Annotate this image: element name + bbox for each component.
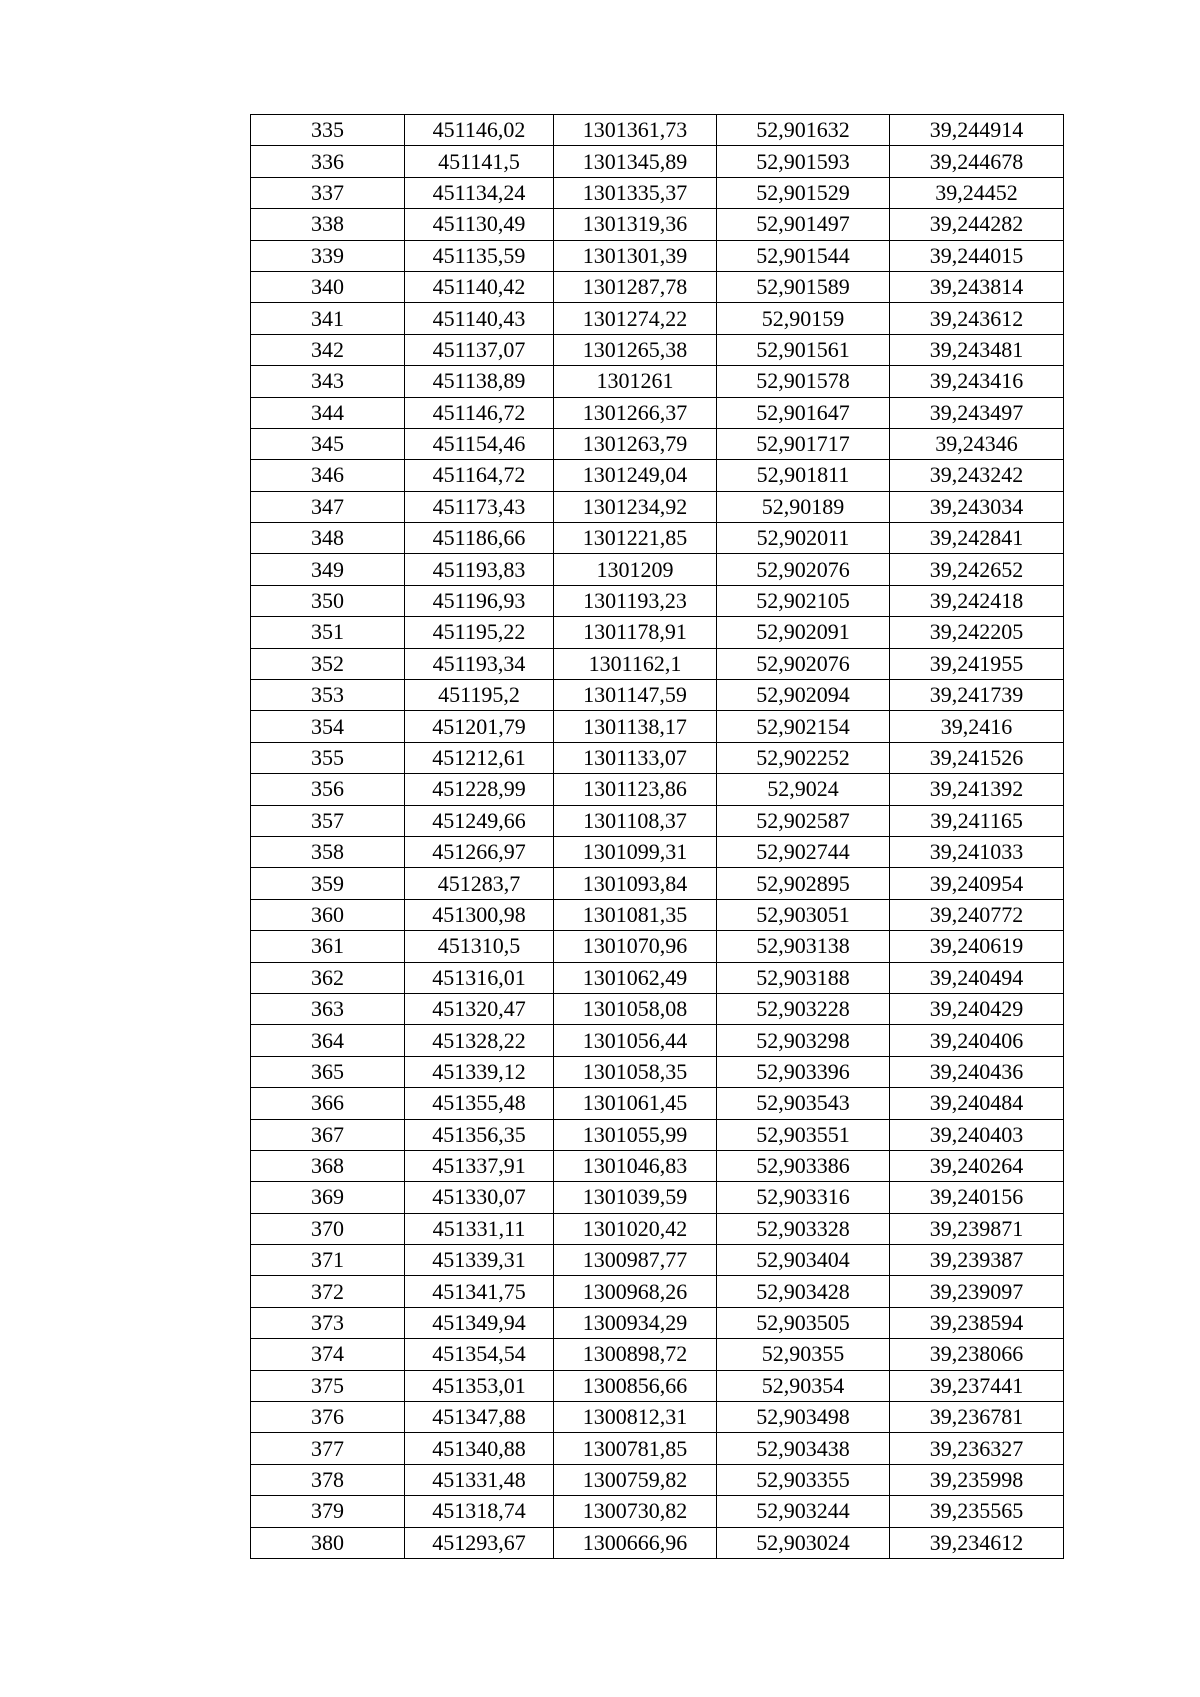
table-cell-point-number: 362 <box>251 962 405 993</box>
table-cell-longitude: 39,240429 <box>890 993 1064 1024</box>
table-row <box>251 1025 1064 1056</box>
table-cell-latitude: 52,902076 <box>717 554 890 585</box>
table-row <box>251 1182 1064 1213</box>
table-cell-y-coordinate: 1301249,04 <box>554 460 717 491</box>
table-cell-point-number: 335 <box>251 115 405 146</box>
table-row <box>251 1464 1064 1495</box>
table-cell-latitude: 52,903498 <box>717 1402 890 1433</box>
table-cell-longitude: 39,241165 <box>890 805 1064 836</box>
table-cell-latitude: 52,903543 <box>717 1088 890 1119</box>
table-row <box>251 1245 1064 1276</box>
table-cell-x-coordinate: 451339,31 <box>405 1245 554 1276</box>
table-cell-y-coordinate: 1301263,79 <box>554 428 717 459</box>
table-cell-longitude: 39,236327 <box>890 1433 1064 1464</box>
table-cell-x-coordinate: 451141,5 <box>405 146 554 177</box>
table-cell-latitude: 52,903051 <box>717 899 890 930</box>
table-cell-latitude: 52,902076 <box>717 648 890 679</box>
table-cell-longitude: 39,243242 <box>890 460 1064 491</box>
table-cell-point-number: 352 <box>251 648 405 679</box>
table-cell-y-coordinate: 1301261 <box>554 366 717 397</box>
table-cell-y-coordinate: 1301062,49 <box>554 962 717 993</box>
table-row <box>251 428 1064 459</box>
table-cell-y-coordinate: 1301266,37 <box>554 397 717 428</box>
table-row <box>251 1307 1064 1338</box>
table-row <box>251 742 1064 773</box>
table-cell-y-coordinate: 1301287,78 <box>554 271 717 302</box>
table-cell-x-coordinate: 451354,54 <box>405 1339 554 1370</box>
table-cell-latitude: 52,903244 <box>717 1496 890 1527</box>
table-cell-latitude: 52,901529 <box>717 177 890 208</box>
table-cell-point-number: 356 <box>251 774 405 805</box>
table-cell-longitude: 39,235998 <box>890 1464 1064 1495</box>
table-row <box>251 1056 1064 1087</box>
table-cell-x-coordinate: 451339,12 <box>405 1056 554 1087</box>
table-row <box>251 1150 1064 1181</box>
table-cell-x-coordinate: 451330,07 <box>405 1182 554 1213</box>
table-cell-longitude: 39,241739 <box>890 680 1064 711</box>
table-cell-longitude: 39,2416 <box>890 711 1064 742</box>
table-cell-longitude: 39,240494 <box>890 962 1064 993</box>
table-cell-point-number: 344 <box>251 397 405 428</box>
table-cell-longitude: 39,240406 <box>890 1025 1064 1056</box>
table-cell-longitude: 39,244282 <box>890 209 1064 240</box>
table-row <box>251 836 1064 867</box>
table-cell-y-coordinate: 1301162,1 <box>554 648 717 679</box>
table-cell-point-number: 376 <box>251 1402 405 1433</box>
table-cell-x-coordinate: 451196,93 <box>405 585 554 616</box>
table-cell-y-coordinate: 1301301,39 <box>554 240 717 271</box>
table-cell-longitude: 39,235565 <box>890 1496 1064 1527</box>
table-cell-longitude: 39,243612 <box>890 303 1064 334</box>
table-cell-point-number: 350 <box>251 585 405 616</box>
table-cell-point-number: 346 <box>251 460 405 491</box>
table-row <box>251 868 1064 899</box>
table-cell-longitude: 39,240264 <box>890 1150 1064 1181</box>
table-row <box>251 711 1064 742</box>
table-cell-y-coordinate: 1301147,59 <box>554 680 717 711</box>
table-cell-x-coordinate: 451195,2 <box>405 680 554 711</box>
table-cell-latitude: 52,901647 <box>717 397 890 428</box>
table-cell-y-coordinate: 1301274,22 <box>554 303 717 334</box>
table-cell-y-coordinate: 1301058,35 <box>554 1056 717 1087</box>
table-cell-longitude: 39,244678 <box>890 146 1064 177</box>
table-cell-point-number: 358 <box>251 836 405 867</box>
table-cell-longitude: 39,241526 <box>890 742 1064 773</box>
table-cell-latitude: 52,902105 <box>717 585 890 616</box>
table-cell-longitude: 39,242205 <box>890 617 1064 648</box>
table-cell-y-coordinate: 1300730,82 <box>554 1496 717 1527</box>
table-cell-longitude: 39,240954 <box>890 868 1064 899</box>
table-cell-latitude: 52,902252 <box>717 742 890 773</box>
table-cell-x-coordinate: 451138,89 <box>405 366 554 397</box>
table-cell-x-coordinate: 451337,91 <box>405 1150 554 1181</box>
table-row <box>251 648 1064 679</box>
table-cell-point-number: 373 <box>251 1307 405 1338</box>
table-row <box>251 1527 1064 1558</box>
table-cell-latitude: 52,903505 <box>717 1307 890 1338</box>
table-cell-x-coordinate: 451331,11 <box>405 1213 554 1244</box>
table-cell-y-coordinate: 1301056,44 <box>554 1025 717 1056</box>
table-cell-point-number: 345 <box>251 428 405 459</box>
table-row <box>251 303 1064 334</box>
table-cell-point-number: 342 <box>251 334 405 365</box>
table-cell-latitude: 52,90354 <box>717 1370 890 1401</box>
table-cell-longitude: 39,239871 <box>890 1213 1064 1244</box>
table-cell-x-coordinate: 451140,43 <box>405 303 554 334</box>
table-cell-y-coordinate: 1301193,23 <box>554 585 717 616</box>
table-cell-latitude: 52,903316 <box>717 1182 890 1213</box>
table-row <box>251 271 1064 302</box>
table-cell-point-number: 364 <box>251 1025 405 1056</box>
table-cell-longitude: 39,243497 <box>890 397 1064 428</box>
table-cell-x-coordinate: 451195,22 <box>405 617 554 648</box>
table-cell-latitude: 52,903228 <box>717 993 890 1024</box>
table-cell-longitude: 39,241033 <box>890 836 1064 867</box>
table-cell-point-number: 375 <box>251 1370 405 1401</box>
table-cell-latitude: 52,901589 <box>717 271 890 302</box>
table-cell-latitude: 52,901717 <box>717 428 890 459</box>
table-cell-longitude: 39,243481 <box>890 334 1064 365</box>
table-cell-latitude: 52,903404 <box>717 1245 890 1276</box>
table-cell-x-coordinate: 451146,72 <box>405 397 554 428</box>
table-cell-y-coordinate: 1301265,38 <box>554 334 717 365</box>
table-cell-latitude: 52,901593 <box>717 146 890 177</box>
table-cell-y-coordinate: 1301020,42 <box>554 1213 717 1244</box>
table-cell-latitude: 52,902895 <box>717 868 890 899</box>
table-row <box>251 554 1064 585</box>
table-cell-longitude: 39,243034 <box>890 491 1064 522</box>
table-cell-x-coordinate: 451135,59 <box>405 240 554 271</box>
table-cell-y-coordinate: 1300812,31 <box>554 1402 717 1433</box>
table-cell-longitude: 39,236781 <box>890 1402 1064 1433</box>
table-cell-latitude: 52,903396 <box>717 1056 890 1087</box>
table-cell-latitude: 52,902744 <box>717 836 890 867</box>
table-row <box>251 680 1064 711</box>
table-cell-point-number: 348 <box>251 523 405 554</box>
table-cell-longitude: 39,242841 <box>890 523 1064 554</box>
table-row <box>251 334 1064 365</box>
table-row <box>251 115 1064 146</box>
table-cell-point-number: 370 <box>251 1213 405 1244</box>
table-cell-point-number: 379 <box>251 1496 405 1527</box>
table-row <box>251 993 1064 1024</box>
table-cell-latitude: 52,90355 <box>717 1339 890 1370</box>
table-cell-longitude: 39,243416 <box>890 366 1064 397</box>
table-cell-point-number: 365 <box>251 1056 405 1087</box>
table-cell-y-coordinate: 1301070,96 <box>554 931 717 962</box>
table-row <box>251 1402 1064 1433</box>
table-row <box>251 366 1064 397</box>
table-cell-latitude: 52,902094 <box>717 680 890 711</box>
table-cell-y-coordinate: 1301108,37 <box>554 805 717 836</box>
table-cell-x-coordinate: 451355,48 <box>405 1088 554 1119</box>
table-cell-latitude: 52,902154 <box>717 711 890 742</box>
table-row <box>251 899 1064 930</box>
table-row <box>251 1213 1064 1244</box>
table-row <box>251 146 1064 177</box>
table-cell-point-number: 377 <box>251 1433 405 1464</box>
table-cell-point-number: 363 <box>251 993 405 1024</box>
table-cell-longitude: 39,242652 <box>890 554 1064 585</box>
table-row <box>251 460 1064 491</box>
table-cell-latitude: 52,90159 <box>717 303 890 334</box>
table-cell-point-number: 359 <box>251 868 405 899</box>
table-cell-x-coordinate: 451353,01 <box>405 1370 554 1401</box>
table-cell-x-coordinate: 451137,07 <box>405 334 554 365</box>
table-cell-point-number: 378 <box>251 1464 405 1495</box>
table-cell-x-coordinate: 451201,79 <box>405 711 554 742</box>
table-cell-latitude: 52,901497 <box>717 209 890 240</box>
table-cell-longitude: 39,244015 <box>890 240 1064 271</box>
table-cell-longitude: 39,239387 <box>890 1245 1064 1276</box>
table-cell-x-coordinate: 451193,34 <box>405 648 554 679</box>
table-cell-latitude: 52,901578 <box>717 366 890 397</box>
table-cell-x-coordinate: 451212,61 <box>405 742 554 773</box>
table-row <box>251 931 1064 962</box>
table-cell-x-coordinate: 451331,48 <box>405 1464 554 1495</box>
table-cell-y-coordinate: 1300781,85 <box>554 1433 717 1464</box>
table-cell-point-number: 353 <box>251 680 405 711</box>
table-row <box>251 1276 1064 1307</box>
table-cell-latitude: 52,903298 <box>717 1025 890 1056</box>
table-row <box>251 209 1064 240</box>
table-cell-point-number: 368 <box>251 1150 405 1181</box>
table-cell-y-coordinate: 1301221,85 <box>554 523 717 554</box>
table-cell-x-coordinate: 451154,46 <box>405 428 554 459</box>
table-cell-point-number: 337 <box>251 177 405 208</box>
table-cell-y-coordinate: 1301123,86 <box>554 774 717 805</box>
table-row <box>251 240 1064 271</box>
table-cell-longitude: 39,242418 <box>890 585 1064 616</box>
table-cell-latitude: 52,903138 <box>717 931 890 962</box>
table-cell-latitude: 52,902011 <box>717 523 890 554</box>
table-cell-latitude: 52,903438 <box>717 1433 890 1464</box>
table-cell-latitude: 52,9024 <box>717 774 890 805</box>
table-cell-y-coordinate: 1301335,37 <box>554 177 717 208</box>
table-cell-point-number: 354 <box>251 711 405 742</box>
table-cell-y-coordinate: 1300759,82 <box>554 1464 717 1495</box>
table-row <box>251 1370 1064 1401</box>
table-cell-latitude: 52,903188 <box>717 962 890 993</box>
table-cell-x-coordinate: 451347,88 <box>405 1402 554 1433</box>
table-row <box>251 585 1064 616</box>
table-cell-latitude: 52,902587 <box>717 805 890 836</box>
table-cell-latitude: 52,903386 <box>717 1150 890 1181</box>
table-cell-y-coordinate: 1300968,26 <box>554 1276 717 1307</box>
table-cell-y-coordinate: 1301039,59 <box>554 1182 717 1213</box>
table-row <box>251 397 1064 428</box>
table-cell-point-number: 355 <box>251 742 405 773</box>
table-cell-x-coordinate: 451328,22 <box>405 1025 554 1056</box>
table-cell-point-number: 349 <box>251 554 405 585</box>
table-cell-x-coordinate: 451140,42 <box>405 271 554 302</box>
table-cell-point-number: 372 <box>251 1276 405 1307</box>
table-row <box>251 1119 1064 1150</box>
table-cell-point-number: 339 <box>251 240 405 271</box>
table-row <box>251 177 1064 208</box>
table-cell-point-number: 366 <box>251 1088 405 1119</box>
table-cell-y-coordinate: 1301099,31 <box>554 836 717 867</box>
table-cell-longitude: 39,24346 <box>890 428 1064 459</box>
table-row <box>251 1433 1064 1464</box>
table-cell-y-coordinate: 1300987,77 <box>554 1245 717 1276</box>
table-cell-longitude: 39,237441 <box>890 1370 1064 1401</box>
table-cell-longitude: 39,244914 <box>890 115 1064 146</box>
table-cell-point-number: 371 <box>251 1245 405 1276</box>
table-cell-x-coordinate: 451356,35 <box>405 1119 554 1150</box>
table-cell-y-coordinate: 1301345,89 <box>554 146 717 177</box>
table-cell-x-coordinate: 451164,72 <box>405 460 554 491</box>
table-cell-y-coordinate: 1301209 <box>554 554 717 585</box>
table-row <box>251 962 1064 993</box>
table-cell-x-coordinate: 451341,75 <box>405 1276 554 1307</box>
table-cell-x-coordinate: 451318,74 <box>405 1496 554 1527</box>
table-cell-x-coordinate: 451134,24 <box>405 177 554 208</box>
table-cell-latitude: 52,903328 <box>717 1213 890 1244</box>
table-cell-latitude: 52,903024 <box>717 1527 890 1558</box>
table-cell-point-number: 338 <box>251 209 405 240</box>
table-cell-x-coordinate: 451320,47 <box>405 993 554 1024</box>
table-cell-x-coordinate: 451193,83 <box>405 554 554 585</box>
table-cell-x-coordinate: 451146,02 <box>405 115 554 146</box>
table-cell-y-coordinate: 1301138,17 <box>554 711 717 742</box>
table-row <box>251 491 1064 522</box>
table-cell-y-coordinate: 1301133,07 <box>554 742 717 773</box>
table-cell-point-number: 369 <box>251 1182 405 1213</box>
table-cell-latitude: 52,90189 <box>717 491 890 522</box>
table-cell-x-coordinate: 451310,5 <box>405 931 554 962</box>
table-cell-longitude: 39,241392 <box>890 774 1064 805</box>
table-cell-x-coordinate: 451300,98 <box>405 899 554 930</box>
table-row <box>251 774 1064 805</box>
table-cell-latitude: 52,903355 <box>717 1464 890 1495</box>
table-cell-x-coordinate: 451266,97 <box>405 836 554 867</box>
table-row <box>251 805 1064 836</box>
table-cell-longitude: 39,239097 <box>890 1276 1064 1307</box>
table-cell-point-number: 361 <box>251 931 405 962</box>
table-cell-y-coordinate: 1301055,99 <box>554 1119 717 1150</box>
table-cell-x-coordinate: 451349,94 <box>405 1307 554 1338</box>
table-cell-x-coordinate: 451228,99 <box>405 774 554 805</box>
table-cell-longitude: 39,240619 <box>890 931 1064 962</box>
table-cell-longitude: 39,241955 <box>890 648 1064 679</box>
table-cell-y-coordinate: 1301234,92 <box>554 491 717 522</box>
table-cell-y-coordinate: 1300666,96 <box>554 1527 717 1558</box>
table-row <box>251 1339 1064 1370</box>
table-cell-y-coordinate: 1301081,35 <box>554 899 717 930</box>
table-cell-y-coordinate: 1301061,45 <box>554 1088 717 1119</box>
table-cell-point-number: 357 <box>251 805 405 836</box>
table-cell-point-number: 380 <box>251 1527 405 1558</box>
table-cell-longitude: 39,240436 <box>890 1056 1064 1087</box>
table-cell-x-coordinate: 451130,49 <box>405 209 554 240</box>
table-cell-point-number: 341 <box>251 303 405 334</box>
table-cell-x-coordinate: 451249,66 <box>405 805 554 836</box>
table-cell-point-number: 343 <box>251 366 405 397</box>
table-cell-y-coordinate: 1301058,08 <box>554 993 717 1024</box>
table-cell-y-coordinate: 1301319,36 <box>554 209 717 240</box>
table-cell-x-coordinate: 451186,66 <box>405 523 554 554</box>
table-row <box>251 1496 1064 1527</box>
table-cell-y-coordinate: 1300898,72 <box>554 1339 717 1370</box>
table-cell-point-number: 351 <box>251 617 405 648</box>
table-cell-x-coordinate: 451316,01 <box>405 962 554 993</box>
table-cell-point-number: 360 <box>251 899 405 930</box>
table-cell-y-coordinate: 1300856,66 <box>554 1370 717 1401</box>
table-cell-y-coordinate: 1301361,73 <box>554 115 717 146</box>
table-cell-longitude: 39,238594 <box>890 1307 1064 1338</box>
table-cell-longitude: 39,238066 <box>890 1339 1064 1370</box>
table-cell-longitude: 39,243814 <box>890 271 1064 302</box>
table-cell-longitude: 39,234612 <box>890 1527 1064 1558</box>
table-cell-latitude: 52,901544 <box>717 240 890 271</box>
table-cell-point-number: 336 <box>251 146 405 177</box>
table-cell-latitude: 52,903551 <box>717 1119 890 1150</box>
table-cell-y-coordinate: 1300934,29 <box>554 1307 717 1338</box>
table-row <box>251 1088 1064 1119</box>
table-cell-latitude: 52,903428 <box>717 1276 890 1307</box>
coordinates-table-body <box>251 115 1064 1559</box>
table-cell-point-number: 347 <box>251 491 405 522</box>
table-cell-latitude: 52,902091 <box>717 617 890 648</box>
table-row <box>251 617 1064 648</box>
table-cell-latitude: 52,901811 <box>717 460 890 491</box>
table-cell-longitude: 39,240772 <box>890 899 1064 930</box>
table-cell-latitude: 52,901561 <box>717 334 890 365</box>
table-cell-longitude: 39,240484 <box>890 1088 1064 1119</box>
table-cell-x-coordinate: 451340,88 <box>405 1433 554 1464</box>
table-cell-x-coordinate: 451283,7 <box>405 868 554 899</box>
table-cell-point-number: 367 <box>251 1119 405 1150</box>
table-cell-point-number: 374 <box>251 1339 405 1370</box>
table-cell-latitude: 52,901632 <box>717 115 890 146</box>
table-cell-x-coordinate: 451173,43 <box>405 491 554 522</box>
table-cell-longitude: 39,24452 <box>890 177 1064 208</box>
table-cell-longitude: 39,240403 <box>890 1119 1064 1150</box>
table-cell-y-coordinate: 1301093,84 <box>554 868 717 899</box>
table-cell-point-number: 340 <box>251 271 405 302</box>
table-cell-y-coordinate: 1301046,83 <box>554 1150 717 1181</box>
coordinates-table <box>250 114 1064 1559</box>
table-row <box>251 523 1064 554</box>
table-cell-y-coordinate: 1301178,91 <box>554 617 717 648</box>
table-cell-longitude: 39,240156 <box>890 1182 1064 1213</box>
table-cell-x-coordinate: 451293,67 <box>405 1527 554 1558</box>
